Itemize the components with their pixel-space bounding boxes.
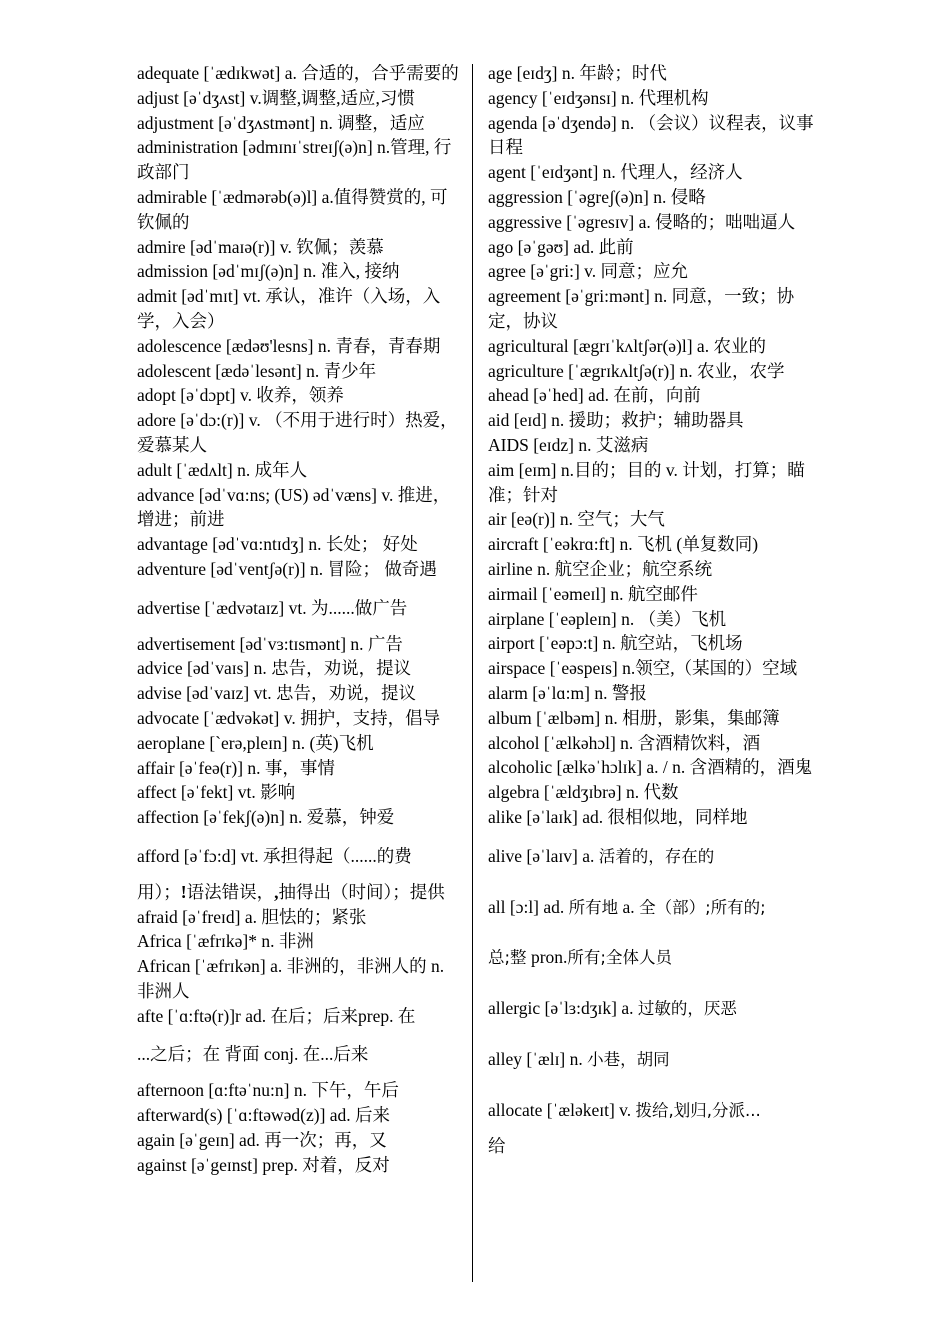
dictionary-entry: aeroplane [`erə,pleɪn] n. (英)飞机 <box>137 732 374 753</box>
entry-pos: a. <box>618 896 640 917</box>
dictionary-entry: alarm [əˈlɑ:m] n. 警报 <box>488 682 647 703</box>
right-column <box>488 61 818 1159</box>
dictionary-entry: afraid [əˈfreɪd] a. 胆怯的；紧张 <box>137 906 367 927</box>
dictionary-entry: afte [ˈɑ:ftə(r)]r ad. 在后；后来prep. 在 <box>137 1005 416 1026</box>
entry-definition: 拨给,划归,分派... <box>635 1100 761 1120</box>
dictionary-entry: adventure [ədˈventʃə(r)] n. 冒险； 做奇遇 <box>137 558 437 579</box>
dictionary-entry: advocate [ˈædvəkət] v. 拥护，支持，倡导 <box>137 707 441 728</box>
dictionary-entry: adolescence [ædəʊ'lesns] n. 青春，青春期 <box>137 335 441 356</box>
dictionary-entry: airplane [ˈeəpleɪn] n. （美）飞机 <box>488 608 727 629</box>
left-column <box>137 61 461 1177</box>
dictionary-entry: afterward(s) [ˈɑ:ftəwəd(z)] ad. 后来 <box>137 1105 391 1126</box>
dictionary-entry: agency [ˈeɪdʒənsɪ] n. 代理机构 <box>488 87 709 108</box>
dictionary-entry: aircraft [ˈeəkrɑ:ft] n. 飞机 (单复数同) <box>488 534 759 555</box>
dictionary-entry: affect [əˈfekt] vt. 影响 <box>137 782 296 803</box>
dictionary-entry: ahead [əˈhed] ad. 在前，向前 <box>488 385 701 406</box>
dictionary-entry: adequate [ˈædɪkwət] a. 合适的，合乎需要的 <box>137 63 459 83</box>
dictionary-entry: alike [əˈlaɪk] ad. 很相似地，同样地 <box>488 806 748 827</box>
dictionary-entry: afford [əˈfɔ:d] vt. 承担得起（......的费 <box>137 845 412 866</box>
dictionary-entry <box>488 844 818 870</box>
dictionary-entry: Africa [ˈæfrɪkə]* n. 非洲 <box>137 931 314 952</box>
dictionary-entry <box>488 996 818 1022</box>
dictionary-entry-continued <box>137 880 461 905</box>
dictionary-entry: again [əˈgeɪn] ad. 再一次；再，又 <box>137 1129 387 1150</box>
dictionary-entry: advertise [ˈædvətaɪz] vt. 为......做广告 <box>137 597 408 618</box>
dictionary-entry: airmail [ˈeəmeɪl] n. 航空邮件 <box>488 583 698 604</box>
dictionary-entry: aggression [ˈəgreʃ(ə)n] n. 侵略 <box>488 186 706 207</box>
dictionary-entry: adopt [əˈdɔpt] v. 收养，领养 <box>137 385 344 406</box>
dictionary-entry: agriculture [ˈægrɪkʌltʃə(r)] n. 农业，农学 <box>488 360 785 381</box>
dictionary-entry: adjustment [əˈdʒʌstmənt] n. 调整，适应 <box>137 112 425 133</box>
column-divider <box>472 64 473 1282</box>
dictionary-entry: airspace [ˈeəspeɪs] n.领空,（某国的）空域 <box>488 658 798 679</box>
dictionary-entry: algebra [ˈældʒɪbrə] n. 代数 <box>488 782 679 803</box>
dictionary-entry: age [eɪdʒ] n. 年龄；时代 <box>488 63 667 83</box>
dictionary-entry: advantage [ədˈvɑ:ntɪdʒ] n. 长处； 好处 <box>137 534 418 555</box>
entry-headword: allergic [əˈlɜ:dʒɪk] a. <box>488 998 638 1019</box>
dictionary-entry: affection [əˈfekʃ(ə)n] n. 爱慕，钟爱 <box>137 807 395 828</box>
dictionary-entry: airline n. 航空企业；航空系统 <box>488 558 713 579</box>
dictionary-entry: admirable [ˈædmərəb(ə)l] a.值得赞赏的, 可钦佩的 <box>137 186 448 232</box>
entry-definition: 总;整 <box>488 948 527 968</box>
error-mark: , <box>274 881 279 902</box>
entry-headword: all [ɔ:l] ad. <box>488 896 569 917</box>
dictionary-entry: alcoholic [ælkəˈhɔlɪk] a. / n. 含酒精的，酒鬼 <box>488 757 813 778</box>
entry-definition: 活着的，存在的 <box>598 846 715 866</box>
entry-headword: alley [ˈælɪ] n. <box>488 1048 588 1069</box>
dictionary-entry-continued: 给 <box>488 1136 506 1157</box>
dictionary-entry: adolescent [ædəˈlesənt] n. 青少年 <box>137 360 377 381</box>
dictionary-entry: air [eə(r)] n. 空气；大气 <box>488 509 665 530</box>
dictionary-entry: adore [əˈdɔ:(r)] v. （不用于进行时）热爱，爱慕某人 <box>137 410 458 455</box>
dictionary-entry: advise [ədˈvaɪz] vt. 忠告，劝说，提议 <box>137 683 416 704</box>
dictionary-entry: administration [ədmɪnɪˈstreɪʃ(ə)n] n.管理, 行政部门 <box>137 137 452 183</box>
dictionary-entry: admit [ədˈmɪt] vt. 承认，准许（入场，入学，入会） <box>137 286 441 331</box>
entry-definition: 全（部）;所有的; <box>639 897 766 917</box>
dictionary-entry: advice [ədˈvaɪs] n. 忠告，劝说，提议 <box>137 658 412 679</box>
dictionary-entry: agree [əˈgri:] v. 同意；应允 <box>488 261 689 282</box>
dictionary-entry: afternoon [ɑ:ftəˈnu:n] n. 下午，午后 <box>137 1080 399 1101</box>
dictionary-entry: album [ˈælbəm] n. 相册，影集，集邮簿 <box>488 707 780 728</box>
dictionary-entry: adjust [əˈdʒʌst] v.调整,调整,适应,习惯 <box>137 87 415 108</box>
entry-definition: 所有;全体人员 <box>567 948 672 968</box>
dictionary-entry: agreement [əˈgri:mənt] n. 同意，一致；协定，协议 <box>488 286 795 331</box>
dictionary-entry: affair [əˈfeə(r)] n. 事，事情 <box>137 757 335 778</box>
dictionary-entry: alcohol [ˈælkəhɔl] n. 含酒精饮料，酒 <box>488 732 761 753</box>
dictionary-entry-continued: ...之后；在 背面 conj. 在...后来 <box>137 1044 369 1065</box>
dictionary-entry: admire [ədˈmaɪə(r)] v. 钦佩；羡慕 <box>137 236 384 257</box>
dictionary-entry <box>488 1047 818 1073</box>
dictionary-entry: airport [ˈeəpɔ:t] n. 航空站，飞机场 <box>488 633 743 654</box>
dictionary-entry: advance [ədˈvɑ:ns; (US) ədˈvæns] v. 推进，增进；前进 <box>137 484 451 530</box>
entry-text: 用）； <box>137 881 181 902</box>
entry-headword: allocate [ˈæləkeɪt] v. <box>488 1099 636 1120</box>
dictionary-entry <box>488 895 818 921</box>
dictionary-entry: African [ˈæfrɪkən] a. 非洲的，非洲人的 n. 非洲人 <box>137 956 445 1001</box>
dictionary-entry: aggressive [ˈəgresɪv] a. 侵略的；咄咄逼人 <box>488 211 796 232</box>
dictionary-entry: aim [eɪm] n.目的；目的 v. 计划，打算；瞄准；针对 <box>488 459 805 505</box>
dictionary-entry: advertisement [ədˈvɜ:tɪsmənt] n. 广告 <box>137 633 403 654</box>
dictionary-entry: agenda [əˈdʒendə] n. （会议）议程表，议事日程 <box>488 112 814 158</box>
error-mark: ! <box>180 881 187 902</box>
dictionary-entry: aid [eɪd] n. 援助；救护；辅助器具 <box>488 410 744 431</box>
entry-text: 语法错误， <box>186 881 275 902</box>
entry-text: 抽得出（时间）；提供 <box>278 881 445 902</box>
dictionary-entry: against [əˈgeɪnst] prep. 对着，反对 <box>137 1154 390 1175</box>
dictionary-entry: admission [ədˈmɪʃ(ə)n] n. 准入, 接纳 <box>137 261 400 282</box>
entry-definition: 小巷，胡同 <box>587 1049 670 1069</box>
dictionary-entry-continued <box>488 945 818 971</box>
dictionary-entry: agricultural [ægrɪˈkʌltʃər(ə)l] a. 农业的 <box>488 335 766 356</box>
dictionary-entry: AIDS [eɪdz] n. 艾滋病 <box>488 434 649 455</box>
dictionary-entry: ago [əˈgəʊ] ad. 此前 <box>488 236 634 257</box>
dictionary-entry: adult [ˈædʌlt] n. 成年人 <box>137 459 308 480</box>
dictionary-entry: agent [ˈeɪdʒənt] n. 代理人，经济人 <box>488 162 743 183</box>
entry-pos: pron. <box>526 947 568 968</box>
entry-headword: alive [əˈlaɪv] a. <box>488 845 599 866</box>
dictionary-entry <box>488 1098 818 1124</box>
entry-definition: 过敏的，厌恶 <box>637 999 737 1019</box>
entry-definition: 所有地 <box>568 897 619 917</box>
